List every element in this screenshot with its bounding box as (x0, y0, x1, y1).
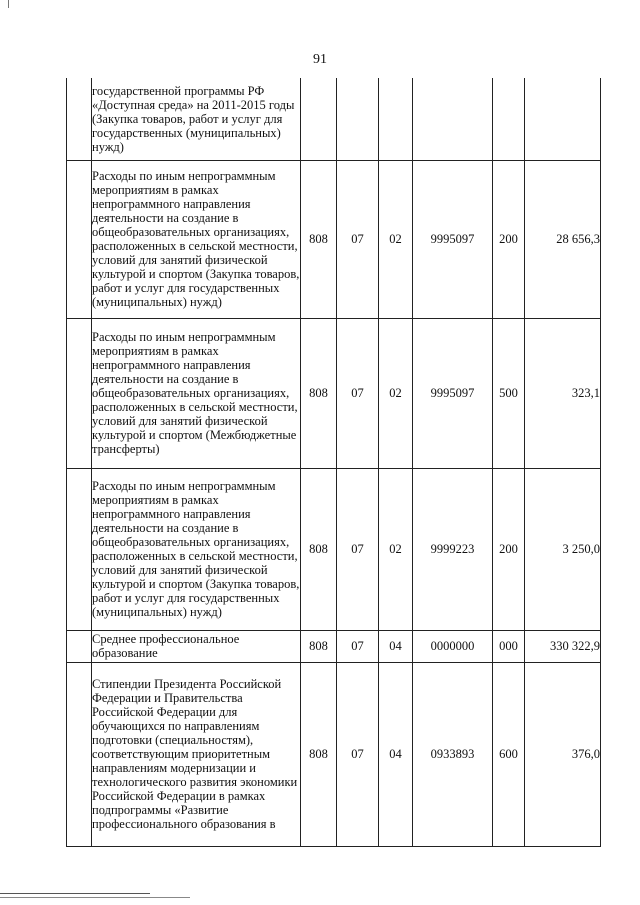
target-article-code (413, 78, 493, 160)
amount: 323,1 (525, 318, 601, 468)
expense-type-code: 200 (493, 160, 525, 318)
target-article-code: 9999223 (413, 468, 493, 630)
blank-cell (67, 318, 92, 468)
section-code: 07 (337, 318, 379, 468)
target-article-code: 9995097 (413, 160, 493, 318)
amount (525, 78, 601, 160)
subsection-code: 02 (379, 160, 413, 318)
table-row (67, 630, 601, 662)
target-article-code: 0000000 (413, 630, 493, 662)
section-code: 07 (337, 160, 379, 318)
amount: 376,0 (525, 662, 601, 846)
row-description: Стипендии Президента Российской Федерации и Правительства Российской Федерации для обучающихся по направлениям подготовки (специальностям), соответствующим приоритетным направлениям модернизации и технологического развития экономики Российской Федерации в рамках подпрограммы «Развитие профессионального образования в (92, 662, 301, 846)
subsection-code (379, 78, 413, 160)
table-row (67, 78, 601, 160)
expense-type-code: 200 (493, 468, 525, 630)
ved-code: 808 (301, 318, 337, 468)
subsection-code: 02 (379, 468, 413, 630)
ved-code: 808 (301, 468, 337, 630)
amount: 3 250,0 (525, 468, 601, 630)
blank-cell (67, 630, 92, 662)
section-code (337, 78, 379, 160)
ved-code: 808 (301, 662, 337, 846)
ved-code: 808 (301, 160, 337, 318)
blank-cell (67, 78, 92, 160)
table-row (67, 160, 601, 318)
table-row (67, 468, 601, 630)
blank-cell (67, 468, 92, 630)
row-description: государственной программы РФ «Доступная среда» на 2011-2015 годы (Закупка товаров, работ и услуг для государственных (муниципальных) нужд) (92, 78, 301, 160)
expense-type-code: 600 (493, 662, 525, 846)
section-code: 07 (337, 468, 379, 630)
amount: 28 656,3 (525, 160, 601, 318)
blank-cell (67, 662, 92, 846)
target-article-code: 9995097 (413, 318, 493, 468)
scan-edge-line (0, 893, 150, 894)
ved-code (301, 78, 337, 160)
amount: 330 322,9 (525, 630, 601, 662)
page-number: 91 (313, 52, 327, 67)
row-description: Среднее профессиональное образование (92, 630, 301, 662)
scan-edge-line (0, 897, 190, 898)
budget-table (66, 78, 601, 847)
scan-mark (8, 0, 9, 8)
row-description: Расходы по иным непрограммным мероприятиям в рамках непрограммного направления деятельности на создание в общеобразовательных организациях, расположенных в сельской местности, условий для занятий физической культурой и спортом (Закупка товаров, работ и услуг для государственных (муниципальных) нужд) (92, 160, 301, 318)
subsection-code: 02 (379, 318, 413, 468)
table-row (67, 662, 601, 846)
row-description: Расходы по иным непрограммным мероприятиям в рамках непрограммного направления деятельности на создание в общеобразовательных организациях, расположенных в сельской местности, условий для занятий физической культурой и спортом (Межбюджетные трансферты) (92, 318, 301, 468)
subsection-code: 04 (379, 662, 413, 846)
blank-cell (67, 160, 92, 318)
subsection-code: 04 (379, 630, 413, 662)
expense-type-code: 000 (493, 630, 525, 662)
section-code: 07 (337, 662, 379, 846)
table-row (67, 318, 601, 468)
expense-type-code: 500 (493, 318, 525, 468)
target-article-code: 0933893 (413, 662, 493, 846)
row-description: Расходы по иным непрограммным мероприятиям в рамках непрограммного направления деятельности на создание в общеобразовательных организациях, расположенных в сельской местности, условий для занятий физической культурой и спортом (Закупка товаров, работ и услуг для государственных (муниципальных) нужд) (92, 468, 301, 630)
section-code: 07 (337, 630, 379, 662)
expense-type-code (493, 78, 525, 160)
ved-code: 808 (301, 630, 337, 662)
